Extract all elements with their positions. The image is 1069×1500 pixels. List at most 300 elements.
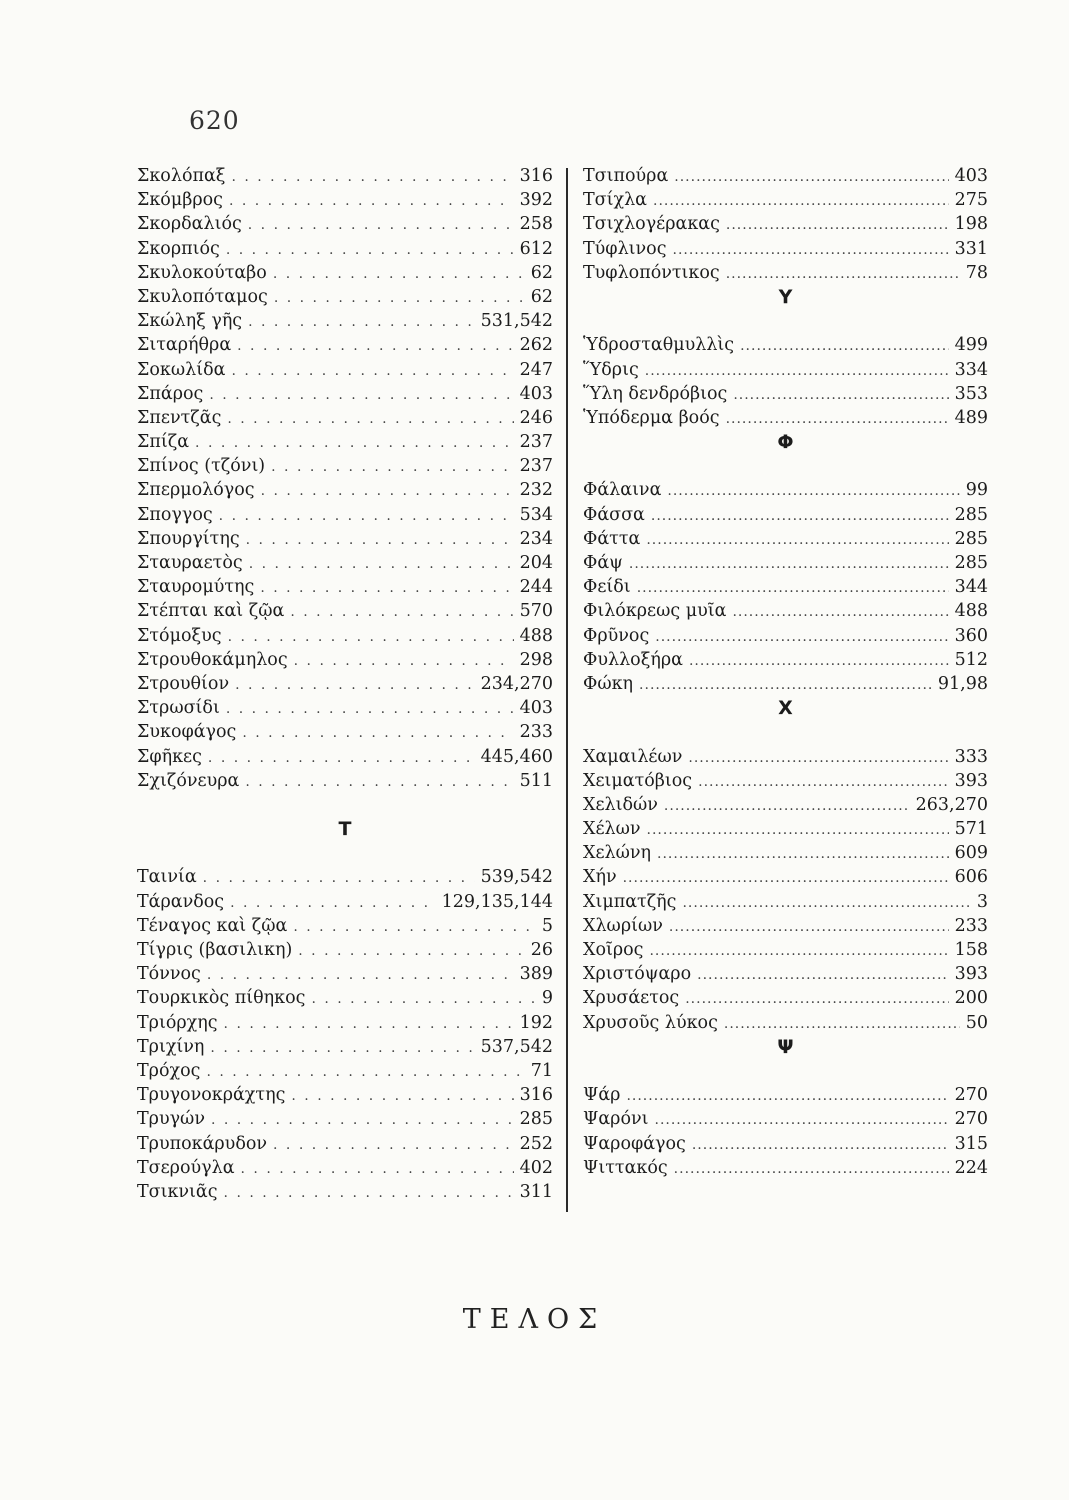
entries-tau-continued	[583, 164, 988, 285]
entry-page: 334	[954, 359, 988, 380]
entry-page: 499	[954, 335, 988, 356]
entry-page: 234	[519, 528, 553, 549]
index-entry	[137, 212, 553, 236]
entry-page: 78	[965, 262, 988, 283]
dot-leader	[273, 262, 525, 286]
section-gap	[137, 841, 553, 865]
entry-page: 488	[519, 625, 553, 646]
entry-page: 237	[519, 432, 553, 453]
index-column-left	[137, 164, 553, 1204]
dot-leader	[697, 963, 948, 987]
dot-leader	[241, 1157, 514, 1181]
dot-leader	[637, 576, 949, 600]
dot-leader	[229, 189, 514, 213]
entries-upsilon	[583, 333, 988, 430]
entry-page: 237	[519, 456, 553, 477]
entry-page: 389	[519, 964, 553, 985]
entry-page: 275	[954, 190, 988, 211]
dot-leader	[674, 165, 948, 189]
section-letter-chi: Χ	[778, 697, 793, 720]
index-entry	[137, 285, 553, 309]
index-entry	[583, 793, 988, 817]
index-entry	[583, 1156, 988, 1180]
entry-name: Χριστόψαρο	[583, 964, 692, 985]
entry-page: 50	[965, 1012, 988, 1033]
dot-leader	[657, 842, 949, 866]
dot-leader	[740, 334, 949, 358]
entry-name: Ταινία	[137, 867, 197, 888]
entry-name: Σκολόπαξ	[137, 166, 226, 186]
dot-leader	[291, 1084, 513, 1108]
dot-leader	[231, 359, 513, 383]
entry-name: Χαμαιλέων	[583, 746, 683, 767]
index-entry	[137, 382, 553, 406]
entry-name: Σκυλοπόταμος	[137, 286, 268, 307]
entry-page: 26	[530, 940, 553, 960]
dot-leader	[682, 891, 970, 915]
entry-page: 392	[519, 190, 553, 211]
entry-page: 270	[954, 1085, 988, 1106]
entry-name: Τρυγονοκράχτης	[137, 1085, 286, 1106]
dot-leader	[248, 213, 514, 237]
dot-leader	[639, 673, 932, 697]
entry-name: Φυλλοξήρα	[583, 649, 683, 670]
entry-page: 512	[954, 649, 988, 670]
entry-name: Στρουθίον	[137, 673, 230, 694]
entry-name: Ψαρόνι	[583, 1109, 649, 1130]
entry-page: 99	[965, 480, 988, 501]
dot-leader	[623, 866, 949, 890]
dot-leader	[271, 455, 513, 479]
index-entry	[137, 1180, 553, 1204]
index-entry	[137, 309, 553, 333]
dot-leader	[669, 915, 949, 939]
index-entry	[137, 1156, 553, 1180]
entry-page: 534	[519, 504, 553, 525]
index-entry	[583, 745, 988, 769]
entry-name: Φώκη	[583, 673, 634, 694]
entry-name: Σοκωλίδα	[137, 359, 226, 380]
dot-leader	[206, 1060, 524, 1084]
dot-leader	[674, 1157, 949, 1181]
index-entry	[583, 962, 988, 986]
entry-name: Τσίχλα	[583, 190, 647, 211]
index-entry	[137, 1132, 553, 1156]
section-gap	[583, 1059, 988, 1083]
entry-page: 204	[519, 553, 553, 573]
index-entry	[583, 503, 988, 527]
index-entry	[137, 890, 553, 914]
entry-page: 3	[976, 891, 988, 912]
entry-name: Συκοφάγος	[137, 722, 237, 743]
entry-page: 606	[954, 867, 988, 888]
entry-name: Σπεντζᾶς	[137, 407, 222, 428]
entry-name: Σκόμβρος	[137, 190, 223, 211]
entry-page: 233	[519, 722, 553, 743]
index-entry	[137, 672, 553, 696]
entry-name: Τυφλοπόντικος	[583, 262, 720, 283]
entry-page: 62	[530, 286, 553, 307]
column-divider	[566, 168, 568, 1212]
entry-page: 333	[954, 746, 988, 767]
dot-leader	[249, 552, 514, 576]
dot-leader	[726, 407, 949, 431]
entry-page: 233	[954, 915, 988, 936]
section-letter-upsilon: Υ	[778, 285, 793, 308]
entry-page: 9	[541, 988, 553, 1009]
entry-page: 252	[519, 1133, 553, 1154]
entry-page: 531,542	[480, 311, 553, 332]
index-entry	[137, 1035, 553, 1059]
entry-page: 489	[954, 407, 988, 428]
entry-page: 247	[519, 359, 553, 380]
entry-name: Τίγρις (βασιλικη)	[137, 940, 293, 960]
dot-leader	[626, 1084, 948, 1108]
entry-name: Στέπται καὶ ζῷα	[137, 601, 285, 622]
index-entry	[137, 551, 553, 575]
section-letter-phi: Φ	[777, 431, 794, 454]
entry-name: Σκορδαλιός	[137, 214, 242, 235]
entry-name: Τσιχλογέρακας	[583, 214, 720, 235]
entry-name: Σταυραετὸς	[137, 553, 243, 573]
entry-name: Χρυσοῦς λύκος	[583, 1012, 718, 1033]
entry-page: 393	[954, 964, 988, 985]
entry-page: 285	[954, 528, 988, 549]
index-entry	[583, 841, 988, 865]
entry-page: 62	[530, 262, 553, 283]
dot-leader	[732, 600, 948, 624]
index-entry	[137, 986, 553, 1010]
entry-name: Σπίζα	[137, 432, 190, 453]
entry-page: 488	[954, 601, 988, 622]
entry-name: Σπίνος (τζόνι)	[137, 456, 266, 477]
entries-psi	[583, 1083, 988, 1180]
dot-leader	[645, 359, 949, 383]
dot-leader	[195, 431, 514, 455]
index-entry	[137, 333, 553, 357]
entries-chi	[583, 745, 988, 1035]
dot-leader	[208, 746, 475, 770]
section-letter-psi: Ψ	[777, 1035, 794, 1058]
entry-page: 200	[954, 988, 988, 1009]
entry-name: Χοῖρος	[583, 940, 644, 960]
index-entry	[583, 599, 988, 623]
entry-page: 360	[954, 625, 988, 646]
entry-page: 344	[954, 577, 988, 598]
index-entry	[583, 1011, 988, 1035]
index-entry	[137, 1011, 553, 1035]
entry-page: 316	[519, 166, 553, 186]
entry-page: 539,542	[480, 867, 553, 888]
dot-leader	[673, 238, 949, 262]
dot-leader	[231, 165, 513, 189]
entry-page: 511	[519, 770, 553, 791]
index-entry	[137, 962, 553, 986]
index-entry	[583, 164, 988, 188]
entry-page: 192	[519, 1012, 553, 1033]
entry-page: 331	[954, 238, 988, 259]
entries-phi	[583, 478, 988, 696]
entry-name: Φείδι	[583, 577, 631, 598]
entry-name: Τόννος	[137, 964, 201, 985]
entry-name: Τύφλινος	[583, 238, 667, 259]
dot-leader	[649, 939, 948, 963]
entry-name: Σκυλοκούταβο	[137, 262, 267, 283]
entry-name: Στρουθοκάμηλος	[137, 649, 288, 670]
entry-name: Φάσσα	[583, 504, 645, 525]
end-title: ΤΕΛΟΣ	[462, 1304, 607, 1335]
dot-leader	[298, 939, 524, 963]
dot-leader	[226, 238, 514, 262]
entry-page: 316	[519, 1085, 553, 1106]
index-entry	[137, 261, 553, 285]
index-entry	[583, 865, 988, 889]
entry-page: 285	[954, 504, 988, 525]
entry-name: Ψαροφάγος	[583, 1133, 686, 1154]
index-column-right	[583, 164, 988, 1180]
entry-name: Χειματόβιος	[583, 770, 693, 791]
entry-name: Σπογγος	[137, 504, 213, 525]
entry-name: Φάψ	[583, 553, 623, 573]
dot-leader	[224, 1012, 514, 1036]
index-entry	[583, 358, 988, 382]
section-gap	[583, 454, 988, 478]
entry-name: Φρῦνος	[583, 625, 650, 646]
dot-leader	[227, 407, 513, 431]
dot-leader	[228, 625, 514, 649]
section-letter-tau: Τ	[338, 818, 352, 841]
dot-leader	[667, 479, 959, 503]
entry-name: Φιλόκρεως μυῖα	[583, 601, 727, 622]
entry-name: Στρωσίδι	[137, 698, 220, 719]
entry-name: Σιταρήθρα	[137, 335, 232, 356]
dot-leader	[688, 746, 948, 770]
index-entry	[583, 624, 988, 648]
index-entry	[583, 212, 988, 236]
dot-leader	[293, 915, 536, 939]
entry-page: 403	[519, 383, 553, 404]
dot-leader	[733, 383, 948, 407]
dot-leader	[655, 1108, 949, 1132]
index-entry	[583, 575, 988, 599]
entry-page: 298	[519, 649, 553, 670]
index-entry	[583, 1083, 988, 1107]
dot-leader	[726, 213, 949, 237]
dot-leader	[245, 770, 513, 794]
index-entry	[583, 914, 988, 938]
dot-leader	[260, 576, 513, 600]
entry-name: Χέλων	[583, 819, 641, 840]
entry-name: Τριχίνη	[137, 1036, 205, 1057]
index-entry	[137, 696, 553, 720]
entry-name: Τσικνιᾶς	[137, 1181, 218, 1202]
entry-name: Χλωρίων	[583, 915, 663, 936]
entry-name: Σπερμολόγος	[137, 480, 255, 501]
index-entry	[137, 745, 553, 769]
index-entry	[583, 333, 988, 357]
dot-leader	[685, 987, 948, 1011]
dot-leader	[651, 504, 949, 528]
index-entry	[583, 551, 988, 575]
entry-name: Χελώνη	[583, 843, 652, 864]
entry-page: 609	[954, 843, 988, 864]
index-entry	[583, 406, 988, 430]
entry-page: 403	[519, 698, 553, 719]
entry-page: 285	[519, 1109, 553, 1130]
dot-leader	[211, 1108, 514, 1132]
entry-name: Σχιζόνευρα	[137, 770, 240, 791]
entries-sigma	[137, 164, 553, 793]
index-entry	[137, 406, 553, 430]
entry-page: 232	[519, 480, 553, 501]
entry-name: Ὕλη δενδρόβιος	[583, 383, 728, 404]
index-entry	[137, 599, 553, 623]
dot-leader	[274, 286, 525, 310]
index-entry	[583, 1107, 988, 1131]
entry-page: 571	[954, 819, 988, 840]
entry-name: Χιμπατζῆς	[583, 891, 677, 912]
dot-leader	[235, 673, 475, 697]
index-entry	[583, 188, 988, 212]
index-entry	[583, 648, 988, 672]
entry-page: 198	[954, 214, 988, 235]
entry-page: 445,460	[480, 746, 553, 767]
dot-leader	[698, 770, 948, 794]
dot-leader	[726, 262, 960, 286]
dot-leader	[242, 721, 513, 745]
index-entry	[137, 1083, 553, 1107]
entry-name: Ὑπόδερμα βοός	[583, 407, 720, 428]
dot-leader	[226, 697, 514, 721]
dot-leader	[664, 794, 910, 818]
dot-leader	[261, 479, 514, 503]
dot-leader	[647, 818, 949, 842]
entry-name: Φάλαινα	[583, 480, 662, 501]
index-entry	[583, 261, 988, 285]
entry-page: 244	[519, 577, 553, 598]
index-entry	[137, 430, 553, 454]
dot-leader	[237, 334, 513, 358]
entry-page: 403	[954, 166, 988, 186]
entry-page: 246	[519, 407, 553, 428]
entry-name: Τουρκικὸς πίθηκος	[137, 988, 306, 1009]
entry-name: Χήν	[583, 867, 617, 888]
entry-page: 270	[954, 1109, 988, 1130]
entry-page: 158	[954, 940, 988, 960]
entry-name: Ψάρ	[583, 1085, 621, 1106]
dot-leader	[689, 649, 949, 673]
entry-page: 612	[519, 238, 553, 259]
page-number: 620	[189, 106, 240, 135]
entry-page: 315	[954, 1133, 988, 1154]
dot-leader	[246, 528, 514, 552]
index-entry	[583, 890, 988, 914]
entry-name: Τέναγος καὶ ζῷα	[137, 915, 288, 936]
dot-leader	[210, 1036, 474, 1060]
entry-name: Χελιδών	[583, 794, 658, 815]
entry-name: Σπάρος	[137, 383, 204, 404]
index-entry	[137, 865, 553, 889]
dot-leader	[224, 1181, 514, 1205]
entry-name: Τσερούγλα	[137, 1157, 235, 1178]
dot-leader	[273, 1133, 514, 1157]
index-entry	[583, 382, 988, 406]
index-entry	[137, 527, 553, 551]
index-entry	[137, 769, 553, 793]
entry-page: 224	[954, 1157, 988, 1178]
index-entry	[137, 914, 553, 938]
dot-leader	[724, 1012, 960, 1036]
entry-name: Στόμοξυς	[137, 625, 222, 646]
entry-page: 5	[541, 915, 553, 936]
index-entry	[137, 624, 553, 648]
index-entry	[137, 164, 553, 188]
entry-name: Ὕδρις	[583, 359, 639, 380]
entry-name: Τριόρχης	[137, 1012, 218, 1033]
entry-page: 537,542	[480, 1036, 553, 1057]
index-entry	[583, 672, 988, 696]
section-gap	[583, 720, 988, 744]
index-entry	[583, 1132, 988, 1156]
index-entry	[137, 358, 553, 382]
entry-page: 91,98	[937, 673, 988, 694]
dot-leader	[207, 963, 514, 987]
entry-page: 263,270	[915, 794, 988, 815]
entry-name: Ὑδροσταθμυλλὶς	[583, 335, 735, 356]
dot-leader	[294, 649, 514, 673]
entry-name: Σκορπιός	[137, 238, 220, 259]
index-entry	[137, 478, 553, 502]
entry-page: 258	[519, 214, 553, 235]
entry-page: 234,270	[480, 673, 553, 694]
dot-leader	[248, 310, 475, 334]
entry-name: Τρυγών	[137, 1109, 205, 1130]
index-entry	[583, 237, 988, 261]
entry-name: Σκώληξ γῆς	[137, 311, 243, 332]
entry-page: 393	[954, 770, 988, 791]
index-entry	[583, 527, 988, 551]
dot-leader	[692, 1133, 949, 1157]
index-entry	[583, 478, 988, 502]
entry-page: 402	[519, 1157, 553, 1178]
entries-tau	[137, 865, 553, 1204]
entry-name: Τσιπούρα	[583, 166, 669, 186]
index-entry	[137, 938, 553, 962]
dot-leader	[230, 891, 436, 915]
entry-page: 311	[519, 1181, 553, 1202]
entry-page: 262	[519, 335, 553, 356]
index-entry	[137, 1107, 553, 1131]
entry-page: 129,135,144	[441, 891, 553, 912]
entry-page: 353	[954, 383, 988, 404]
index-entry	[583, 817, 988, 841]
dot-leader	[629, 552, 949, 576]
dot-leader	[311, 987, 535, 1011]
index-entry	[137, 503, 553, 527]
entry-page: 71	[530, 1060, 553, 1081]
entry-name: Σταυρομύτης	[137, 577, 255, 598]
dot-leader	[646, 528, 948, 552]
section-gap	[137, 793, 553, 817]
index-entry	[137, 237, 553, 261]
dot-leader	[290, 600, 513, 624]
dot-leader	[653, 189, 949, 213]
entry-name: Σπουργίτης	[137, 528, 240, 549]
index-entry	[137, 720, 553, 744]
index-entry	[137, 1059, 553, 1083]
index-entry	[583, 986, 988, 1010]
entry-name: Χρυσάετος	[583, 988, 680, 1009]
